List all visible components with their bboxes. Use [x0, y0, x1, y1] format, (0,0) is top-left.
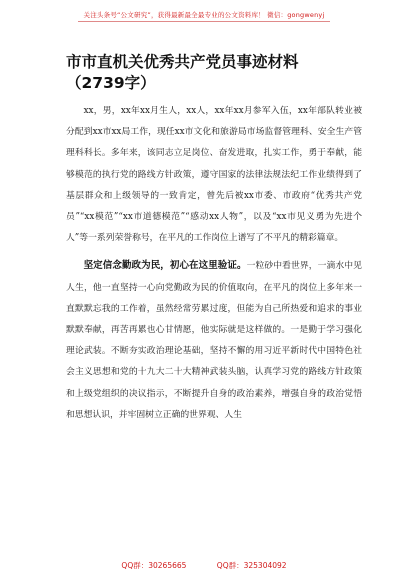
footer [0, 560, 408, 571]
document-body [66, 101, 362, 426]
header-promo-text: 关注头条号“公文研究”，获得最新最全最专业的公文资料库！ 微信：gongwenyj [78, 10, 331, 22]
paragraph-2 [66, 255, 362, 426]
document-title: 市市直机关优秀共产党员事迹材料（2739字） [66, 53, 299, 92]
paragraph-1: xx，男，xx年xx月生人，xx人，xx年xx月参军入伍，xx年部队转业被分配到xx市xx局工作，现任xx市文化和旅游局市场监督管理科、安全生产管理科科长。多年来，该同志立足岗位、奋发进取，扎实工作，勇于奉献，能够模范的执行党的路线方针政策，遵守国家的法律法规法纪工作业绩得到了基层群众和上级领导的一致肯定，曾先后被xx市委、市政府“优秀共产党员”“xx模范”“xx市道德模范”“感动xx人物”，以及“xx市见义勇为先进个人”等一系列荣誉称号，在平凡的工作岗位上谱写了不平凡的精彩篇章。 [66, 106, 362, 244]
paragraph-2-lead: 坚定信念勤政为民，初心在这里验证。 [83, 260, 247, 272]
header-banner [0, 0, 408, 32]
footer-qq-group-2: QQ群：325304092 [216, 561, 287, 570]
paragraph-2-body: 一粒砂中看世界，一滴水中见人生，他一直坚持一心向党勤政为民的价值取向，在平凡的岗位上多年来一直默默忘我的工作着，虽然经常劳累过度，但能为自己所热爱和追求的事业默默奉献，再苦再累也心甘情愿，他实际就是这样做的。一是勤于学习强化理论武装。不断夯实政治理论基础，坚持不懈的用习近平新时代中国特色社会主义思想和党的十九大二十大精神武装头脑，认真学习党的路线方针政策和上级党组织的决议指示，不断提升自身的政治素养，增强自身的政治觉悟和思想认识，并牢固树立正确的世界观、人生 [66, 261, 362, 420]
footer-qq-group-1: QQ群：30265665 [121, 561, 187, 570]
